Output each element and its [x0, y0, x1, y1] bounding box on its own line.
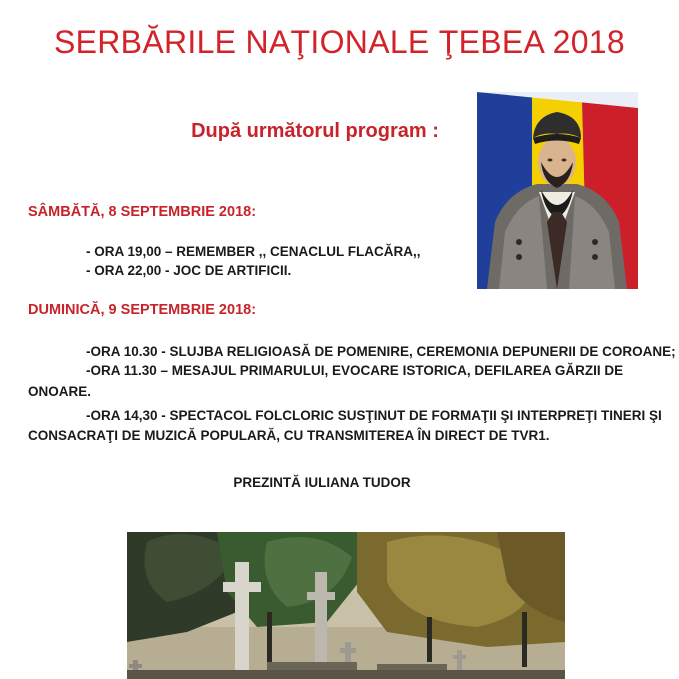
sunday-heading: DUMINICĂ, 9 SEPTEMBRIE 2018:	[28, 302, 257, 318]
cemetery-photo	[127, 532, 565, 679]
saturday-item-1: - ORA 19,00 – REMEMBER ,, CENACLUL FLACĂRA,,	[86, 244, 421, 259]
page-title: SERBĂRILE NAŢIONALE ŢEBEA 2018	[53, 24, 625, 60]
sunday-item-2-cont: ONOARE.	[28, 384, 92, 399]
sunday-item-3-cont: CONSACRAŢI DE MUZICĂ POPULARĂ, CU TRANSMITEREA ÎN DIRECT DE TVR1.	[28, 428, 550, 443]
program-subtitle: După următorul program :	[191, 120, 439, 142]
saturday-heading: SÂMBĂTĂ, 8 SEPTEMBRIE 2018:	[28, 204, 257, 220]
portrait-image	[477, 92, 638, 289]
sunday-item-3: -ORA 14,30 - SPECTACOL FOLCLORIC SUSŢINUT DE FORMAŢII ŞI INTERPREŢI TINERI ŞI	[86, 408, 662, 423]
sunday-item-2: -ORA 11.30 – MESAJUL PRIMARULUI, EVOCARE ISTORICA, DEFILAREA GĂRZII DE	[86, 363, 624, 378]
saturday-item-2: - ORA 22,00 - JOC DE ARTIFICII.	[86, 263, 292, 278]
presenter-line: PREZINTĂ IULIANA TUDOR	[233, 475, 411, 490]
sunday-item-1: -ORA 10.30 - SLUJBA RELIGIOASĂ DE POMENIRE, CEREMONIA DEPUNERII DE COROANE;	[86, 344, 676, 359]
